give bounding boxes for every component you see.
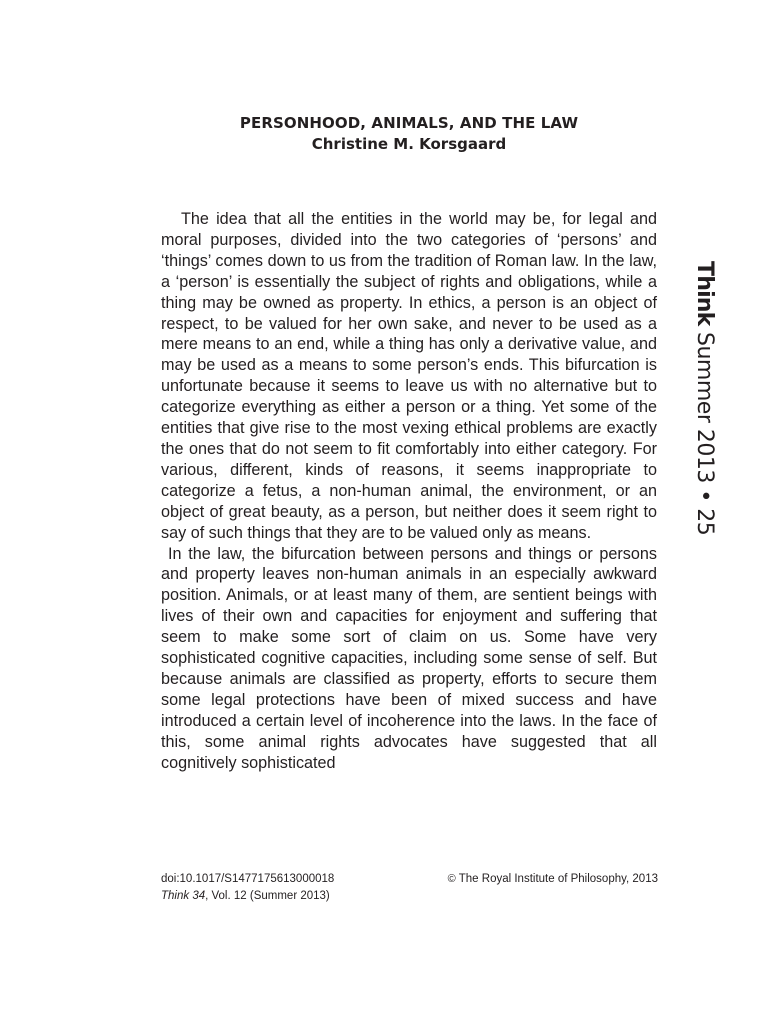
body-paragraph-1: The idea that all the entities in the world may be, for legal and moral purposes, divided into the two categories of ‘persons’ and ‘things’ comes down to us from the tradition of Roman law. In the law, a ‘person’ is essentially the subject of rights and obligations, while a thing may be owned as property. In ethics, a person is an object of respect, to be valued for her own sake, and never to be used as a mere means to an end, while a thing has only a derivative value, and may be used as a means to some person’s ends. This bifurcation is unfortunate because it seems to leave us with no alternative but to categorize everything as either a person or a thing. Yet some of the entities that give rise to the most vexing ethical problems are exactly the ones that do not seem to fit comfortably into either category. For various, different, kinds of reasons, it seems inappropriate to categorize a fetus, a non-human animal, the environment, or an object of great beauty, as a person, but neither does it seem right to say of such things that they are to be valued only as means. xyxy=(161,210,657,542)
citation-line xyxy=(161,888,658,905)
article-header xyxy=(160,113,658,155)
article-author: Christine M. Korsgaard xyxy=(311,135,507,153)
citation-journal: Think 34 xyxy=(161,890,206,902)
page-footer xyxy=(161,871,658,905)
copyright-text: The Royal Institute of Philosophy, 2013 xyxy=(458,873,658,885)
copyright-notice xyxy=(448,871,658,888)
running-head-journal: Think xyxy=(692,261,717,326)
running-head xyxy=(690,261,718,535)
doi-text: doi:10.1017/S1477175613000018 xyxy=(161,873,335,885)
article-title: PERSONHOOD, ANIMALS, AND THE LAW xyxy=(239,114,579,132)
body-paragraph-2: In the law, the bifurcation between persons and things or persons and property leaves non-human animals in an especially awkward position. Animals, or at least many of them, are sentient beings with lives of their own and capacities for enjoyment and suffering that seem to make some sort of claim on us. Some have very sophisticated cognitive capacities, including some sense of self. But because animals are classified as property, efforts to secure them some legal protections have been of mixed success and have introduced a certain level of incoherence into the laws. In the face of this, some animal rights advocates have suggested that all cognitively sophisticated xyxy=(161,544,657,772)
citation-details: , Vol. 12 (Summer 2013) xyxy=(205,890,330,902)
running-head-issue: Summer 2013 • 25 xyxy=(692,332,717,536)
article-body xyxy=(161,209,657,773)
copyright-symbol: © xyxy=(447,873,456,885)
